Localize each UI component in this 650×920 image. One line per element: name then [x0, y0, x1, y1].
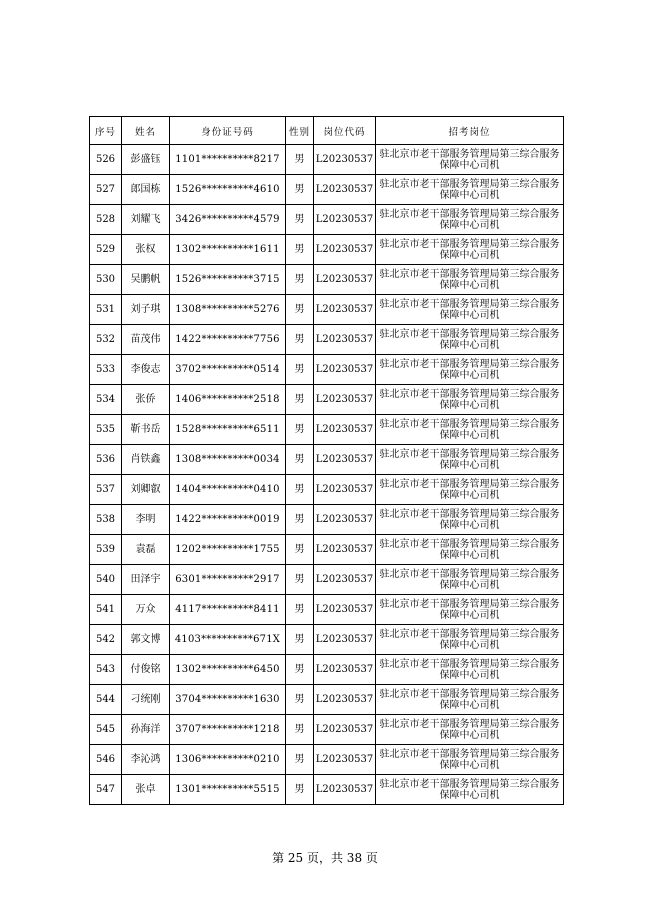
cell-serial-number: 547: [90, 775, 122, 805]
cell-id-number: 1202**********1755: [170, 535, 286, 565]
table-row: [90, 145, 564, 175]
cell-name: 刘耀飞: [122, 205, 170, 235]
cell-serial-number: 534: [90, 385, 122, 415]
cell-post: 驻北京市老干部服务管理局第三综合服务保障中心司机: [376, 175, 564, 205]
cell-id-number: 1528**********6511: [170, 415, 286, 445]
cell-name: 万众: [122, 595, 170, 625]
cell-post: 驻北京市老干部服务管理局第三综合服务保障中心司机: [376, 595, 564, 625]
cell-id-number: 1308**********0034: [170, 445, 286, 475]
cell-gender: 男: [286, 415, 314, 445]
cell-id-number: 1301**********5515: [170, 775, 286, 805]
cell-gender: 男: [286, 385, 314, 415]
cell-serial-number: 543: [90, 655, 122, 685]
cell-id-number: 1406**********2518: [170, 385, 286, 415]
cell-serial-number: 546: [90, 745, 122, 775]
cell-gender: 男: [286, 265, 314, 295]
cell-serial-number: 542: [90, 625, 122, 655]
cell-post-code: L20230537: [314, 145, 376, 175]
cell-post: 驻北京市老干部服务管理局第三综合服务保障中心司机: [376, 475, 564, 505]
cell-gender: 男: [286, 745, 314, 775]
table-row: [90, 655, 564, 685]
cell-serial-number: 533: [90, 355, 122, 385]
cell-gender: 男: [286, 235, 314, 265]
cell-serial-number: 530: [90, 265, 122, 295]
cell-name: 袁磊: [122, 535, 170, 565]
table-row: [90, 355, 564, 385]
cell-post: 驻北京市老干部服务管理局第三综合服务保障中心司机: [376, 625, 564, 655]
cell-serial-number: 527: [90, 175, 122, 205]
table-row: [90, 715, 564, 745]
cell-post-code: L20230537: [314, 715, 376, 745]
cell-gender: 男: [286, 325, 314, 355]
cell-id-number: 1302**********1611: [170, 235, 286, 265]
cell-post: 驻北京市老干部服务管理局第三综合服务保障中心司机: [376, 505, 564, 535]
cell-name: 李沁鸿: [122, 745, 170, 775]
cell-serial-number: 541: [90, 595, 122, 625]
cell-id-number: 3426**********4579: [170, 205, 286, 235]
cell-gender: 男: [286, 505, 314, 535]
cell-post: 驻北京市老干部服务管理局第三综合服务保障中心司机: [376, 565, 564, 595]
cell-serial-number: 536: [90, 445, 122, 475]
cell-post: 驻北京市老干部服务管理局第三综合服务保障中心司机: [376, 745, 564, 775]
table-row: [90, 595, 564, 625]
cell-gender: 男: [286, 175, 314, 205]
cell-name: 田泽宇: [122, 565, 170, 595]
table-row: [90, 295, 564, 325]
cell-id-number: 1422**********0019: [170, 505, 286, 535]
cell-id-number: 3707**********1218: [170, 715, 286, 745]
cell-gender: 男: [286, 715, 314, 745]
table-row: [90, 325, 564, 355]
cell-name: 张侨: [122, 385, 170, 415]
table-row: [90, 745, 564, 775]
cell-serial-number: 538: [90, 505, 122, 535]
cell-serial-number: 528: [90, 205, 122, 235]
cell-serial-number: 532: [90, 325, 122, 355]
cell-gender: 男: [286, 205, 314, 235]
cell-serial-number: 544: [90, 685, 122, 715]
cell-name: 郎国栋: [122, 175, 170, 205]
table-row: [90, 535, 564, 565]
cell-name: 张卓: [122, 775, 170, 805]
cell-post-code: L20230537: [314, 235, 376, 265]
cell-post: 驻北京市老干部服务管理局第三综合服务保障中心司机: [376, 445, 564, 475]
cell-post-code: L20230537: [314, 565, 376, 595]
cell-gender: 男: [286, 445, 314, 475]
cell-gender: 男: [286, 655, 314, 685]
table-row: [90, 505, 564, 535]
cell-post: 驻北京市老干部服务管理局第三综合服务保障中心司机: [376, 415, 564, 445]
table-row: [90, 475, 564, 505]
cell-name: 刘子琪: [122, 295, 170, 325]
cell-serial-number: 537: [90, 475, 122, 505]
cell-gender: 男: [286, 775, 314, 805]
header-gender: 性别: [286, 117, 314, 145]
cell-post-code: L20230537: [314, 505, 376, 535]
cell-id-number: 3702**********0514: [170, 355, 286, 385]
table-row: [90, 565, 564, 595]
table-row: [90, 205, 564, 235]
cell-serial-number: 539: [90, 535, 122, 565]
cell-name: 刘卿叡: [122, 475, 170, 505]
cell-post-code: L20230537: [314, 655, 376, 685]
cell-post-code: L20230537: [314, 385, 376, 415]
cell-name: 彭盛钰: [122, 145, 170, 175]
cell-name: 李俊志: [122, 355, 170, 385]
cell-id-number: 1526**********3715: [170, 265, 286, 295]
cell-serial-number: 529: [90, 235, 122, 265]
cell-gender: 男: [286, 295, 314, 325]
cell-id-number: 6301**********2917: [170, 565, 286, 595]
cell-name: 孙海洋: [122, 715, 170, 745]
table-row: [90, 415, 564, 445]
cell-id-number: 3704**********1630: [170, 685, 286, 715]
cell-id-number: 1302**********6450: [170, 655, 286, 685]
cell-gender: 男: [286, 355, 314, 385]
cell-id-number: 1306**********0210: [170, 745, 286, 775]
cell-post: 驻北京市老干部服务管理局第三综合服务保障中心司机: [376, 655, 564, 685]
cell-gender: 男: [286, 475, 314, 505]
cell-post: 驻北京市老干部服务管理局第三综合服务保障中心司机: [376, 205, 564, 235]
cell-post: 驻北京市老干部服务管理局第三综合服务保障中心司机: [376, 775, 564, 805]
cell-id-number: 1526**********4610: [170, 175, 286, 205]
cell-post-code: L20230537: [314, 355, 376, 385]
cell-post-code: L20230537: [314, 745, 376, 775]
table-row: [90, 685, 564, 715]
applicant-table: [89, 116, 564, 805]
cell-id-number: 4103**********671X: [170, 625, 286, 655]
header-post-code: 岗位代码: [314, 117, 376, 145]
header-id-number: 身份证号码: [170, 117, 286, 145]
cell-post: 驻北京市老干部服务管理局第三综合服务保障中心司机: [376, 295, 564, 325]
cell-post-code: L20230537: [314, 415, 376, 445]
cell-gender: 男: [286, 625, 314, 655]
cell-post: 驻北京市老干部服务管理局第三综合服务保障中心司机: [376, 265, 564, 295]
page-number-footer: 第 25 页，共 38 页: [272, 851, 378, 865]
table-row: [90, 235, 564, 265]
cell-id-number: 1422**********7756: [170, 325, 286, 355]
cell-name: 付俊铭: [122, 655, 170, 685]
header-serial-number: 序号: [90, 117, 122, 145]
cell-serial-number: 531: [90, 295, 122, 325]
cell-post-code: L20230537: [314, 775, 376, 805]
cell-post-code: L20230537: [314, 265, 376, 295]
cell-post: 驻北京市老干部服务管理局第三综合服务保障中心司机: [376, 385, 564, 415]
table-row: [90, 625, 564, 655]
cell-gender: 男: [286, 145, 314, 175]
cell-name: 吴鹏帆: [122, 265, 170, 295]
cell-post-code: L20230537: [314, 205, 376, 235]
cell-post-code: L20230537: [314, 535, 376, 565]
cell-name: 肖铁鑫: [122, 445, 170, 475]
table-header-row: [90, 117, 564, 145]
cell-name: 刁统刚: [122, 685, 170, 715]
cell-id-number: 4117**********8411: [170, 595, 286, 625]
cell-serial-number: 545: [90, 715, 122, 745]
cell-gender: 男: [286, 595, 314, 625]
cell-name: 靳书岳: [122, 415, 170, 445]
table-row: [90, 265, 564, 295]
table-row: [90, 775, 564, 805]
cell-gender: 男: [286, 565, 314, 595]
cell-post: 驻北京市老干部服务管理局第三综合服务保障中心司机: [376, 685, 564, 715]
cell-id-number: 1101**********8217: [170, 145, 286, 175]
table-row: [90, 175, 564, 205]
cell-post-code: L20230537: [314, 175, 376, 205]
cell-id-number: 1404**********0410: [170, 475, 286, 505]
cell-serial-number: 535: [90, 415, 122, 445]
cell-gender: 男: [286, 685, 314, 715]
cell-name: 郭文博: [122, 625, 170, 655]
cell-post: 驻北京市老干部服务管理局第三综合服务保障中心司机: [376, 325, 564, 355]
cell-post: 驻北京市老干部服务管理局第三综合服务保障中心司机: [376, 715, 564, 745]
cell-post-code: L20230537: [314, 445, 376, 475]
cell-gender: 男: [286, 535, 314, 565]
cell-serial-number: 526: [90, 145, 122, 175]
cell-post-code: L20230537: [314, 295, 376, 325]
cell-post-code: L20230537: [314, 595, 376, 625]
cell-post-code: L20230537: [314, 325, 376, 355]
cell-post-code: L20230537: [314, 625, 376, 655]
cell-post: 驻北京市老干部服务管理局第三综合服务保障中心司机: [376, 235, 564, 265]
cell-post: 驻北京市老干部服务管理局第三综合服务保障中心司机: [376, 145, 564, 175]
cell-name: 苗茂伟: [122, 325, 170, 355]
table-body: [90, 145, 564, 805]
cell-name: 张权: [122, 235, 170, 265]
header-post: 招考岗位: [376, 117, 564, 145]
cell-post-code: L20230537: [314, 685, 376, 715]
table-row: [90, 385, 564, 415]
cell-post: 驻北京市老干部服务管理局第三综合服务保障中心司机: [376, 535, 564, 565]
cell-id-number: 1308**********5276: [170, 295, 286, 325]
header-name: 姓名: [122, 117, 170, 145]
cell-post-code: L20230537: [314, 475, 376, 505]
table-row: [90, 445, 564, 475]
cell-serial-number: 540: [90, 565, 122, 595]
cell-post: 驻北京市老干部服务管理局第三综合服务保障中心司机: [376, 355, 564, 385]
cell-name: 李明: [122, 505, 170, 535]
